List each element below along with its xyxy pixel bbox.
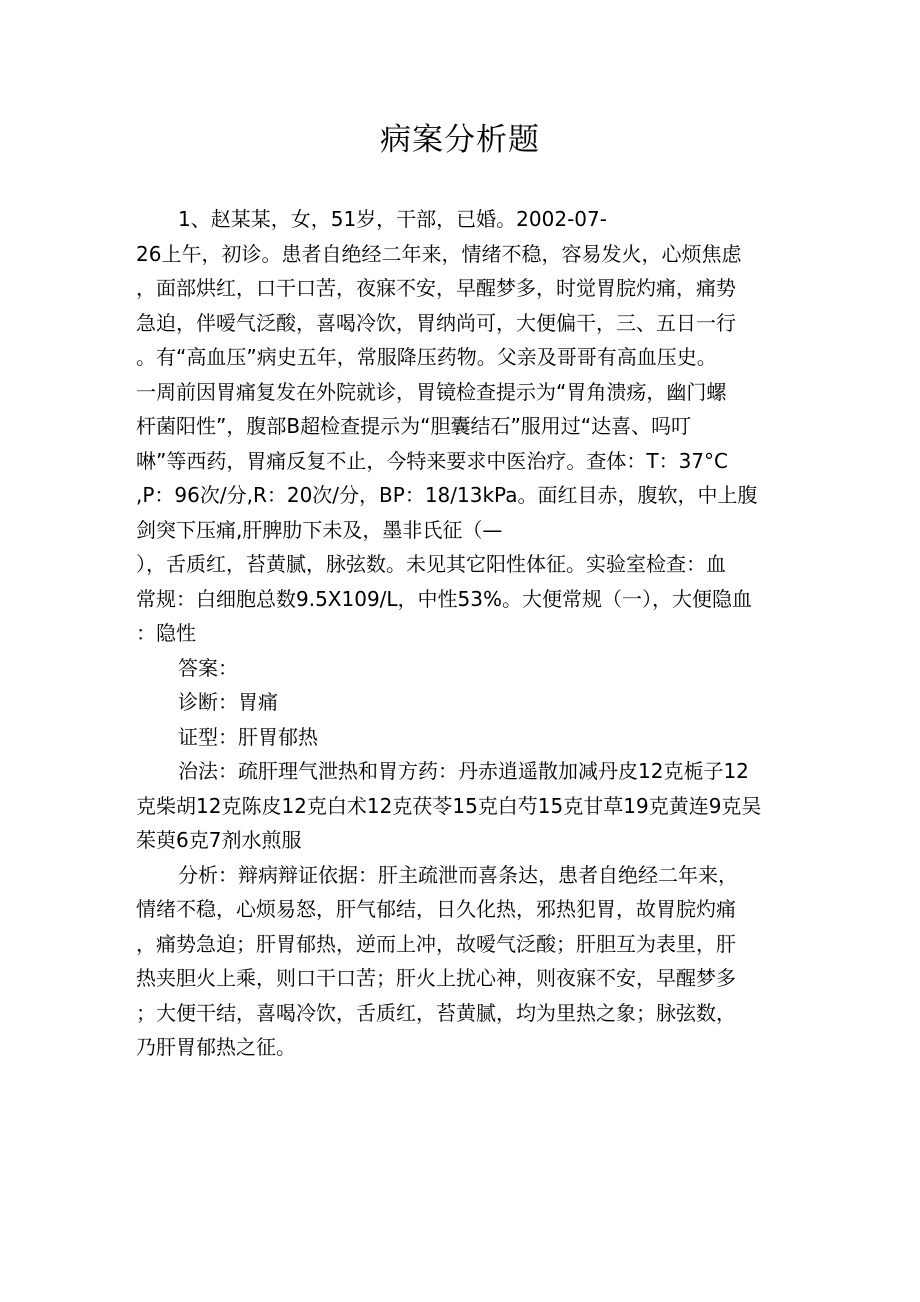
analysis-line: 热夹胆火上乘，则口干口苦；肝火上扰心神，则夜寐不安，早醒梦多 [136, 966, 736, 990]
case-line: 26上午，初诊。患者自绝经二年来，情绪不稳，容易发火，心烦焦虑 [136, 241, 742, 266]
analysis-line: ，痛势急迫；肝胃郁热，逆而上冲，故嗳气泛酸；肝胆互为表里，肝 [136, 931, 736, 956]
case-line: 急迫，伴嗳气泛酸，喜喝冷饮，胃纳尚可，大便偏干，三、五日一行 [136, 310, 736, 335]
analysis-line: 乃肝胃郁热之征。 [136, 1035, 296, 1059]
case-line: 。有“高血压”病史五年，常服降压药物。父亲及哥哥有高血压史。 [136, 345, 717, 369]
treatment-line: 茱萸6克7剂水煎服 [136, 828, 302, 852]
case-line: ,P：96次/分,R：20次/分，BP：18/13kPa。面红目赤，腹软，中上腹 [136, 483, 758, 507]
case-line: 常规：白细胞总数9.5X109/L，中性53%。大便常规（一），大便隐血 [136, 586, 753, 611]
answer-label: 答案： [178, 655, 238, 680]
case-line: 啉”等西药，胃痛反复不止，今特来要求中医治疗。查体：T：37°C [136, 448, 728, 473]
analysis-line: 分析：辩病辩证依据：肝主疏泄而喜条达，患者自绝经二年来， [178, 862, 738, 887]
treatment-line: 克柴胡12克陈皮12克白术12克茯苓15克白芍15克甘草19克黄连9克吴 [136, 793, 762, 818]
analysis-line: 情绪不稳，心烦易怒，肝气郁结，日久化热，邪热犯胃，故胃脘灼痛 [136, 897, 736, 921]
case-line: ，面部烘红，口干口苦，夜寐不安，早醒梦多，时觉胃脘灼痛，痛势 [136, 276, 736, 300]
case-line: 一周前因胃痛复发在外院就诊，胃镜检查提示为“胃角溃疡，幽门螺 [136, 379, 727, 404]
case-line: ），舌质红，苔黄腻，脉弦数。未见其它阳性体征。实验室检查：血 [136, 552, 726, 576]
analysis-line: ；大便干结，喜喝冷饮，舌质红，苔黄腻，均为里热之象；脉弦数， [136, 1000, 736, 1025]
treatment-line: 治法：疏肝理气泄热和胃方药：丹赤逍遥散加减丹皮12克栀子12 [178, 759, 749, 783]
document-title: 病案分析题 [380, 122, 540, 158]
case-line: 1、赵某某，女，51岁，干部，已婚。2002-07- [178, 207, 607, 231]
diagnosis: 诊断：胃痛 [178, 690, 278, 714]
case-line: 剑突下压痛,肝脾肋下未及，墨非氏征（— [136, 517, 503, 542]
case-line: ：隐性 [136, 621, 196, 645]
document-body [136, 202, 786, 1065]
case-line: 杆菌阳性”，腹部B超检查提示为“胆囊结石”服用过“达喜、吗叮 [136, 414, 692, 438]
syndrome-type: 证型：肝胃郁热 [178, 724, 318, 749]
